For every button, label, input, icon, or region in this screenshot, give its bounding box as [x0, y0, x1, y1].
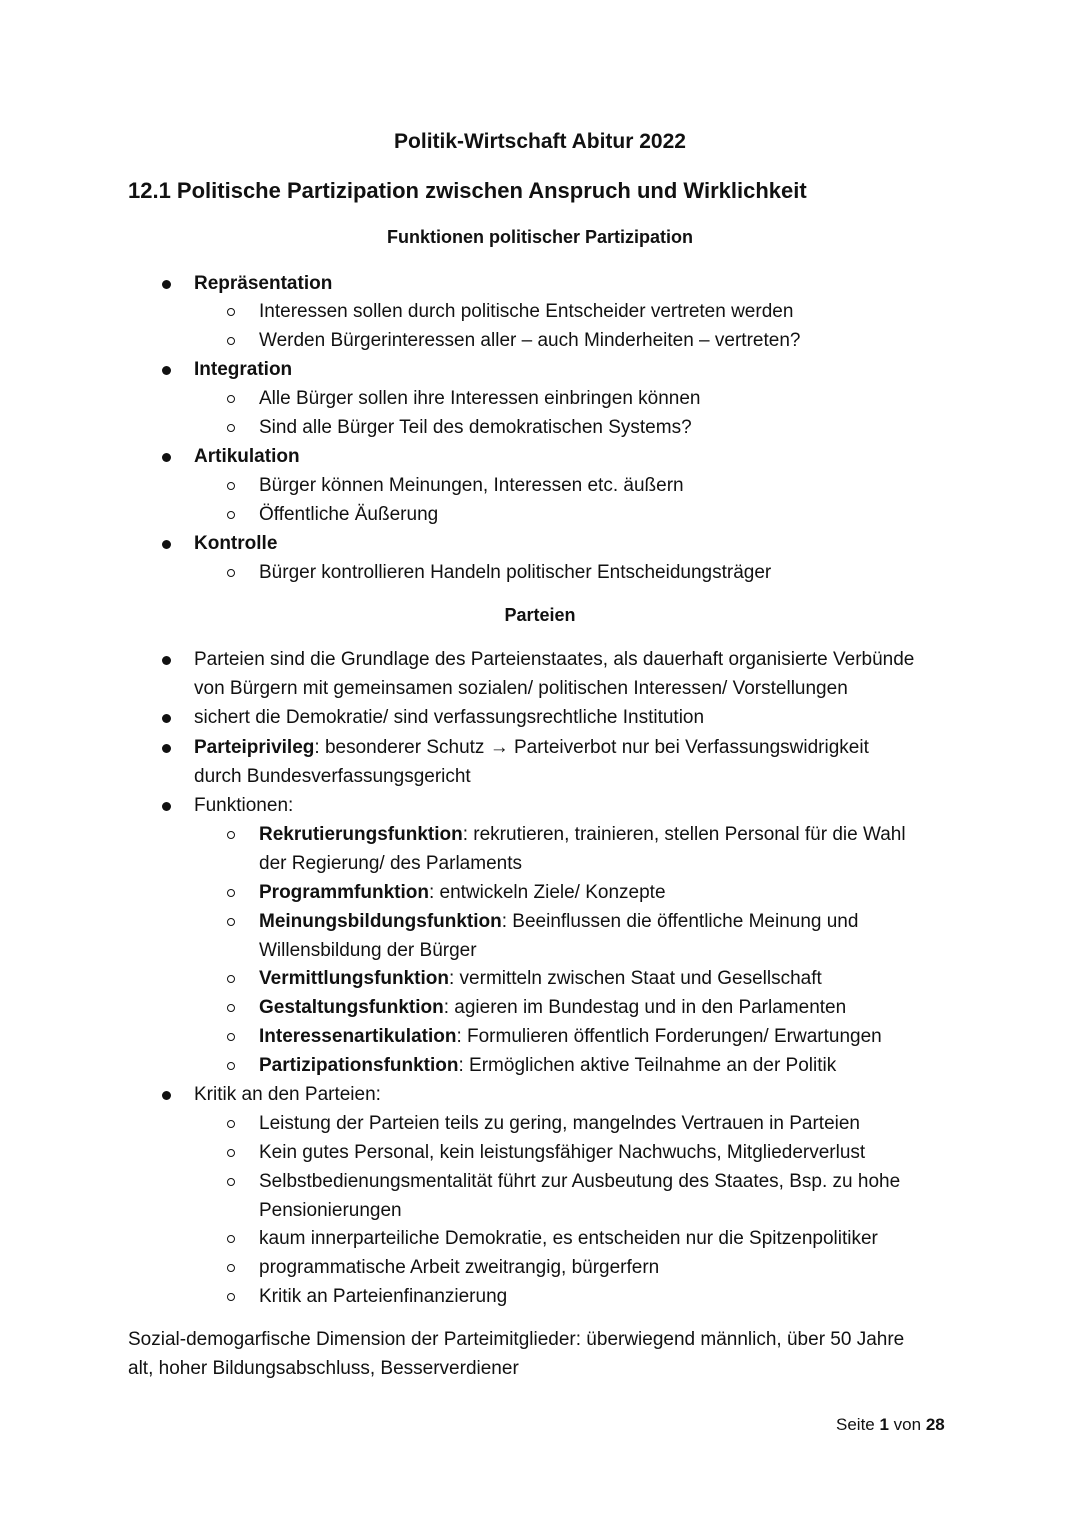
circle-bullet-icon	[227, 975, 235, 983]
parteiprivileg-line	[194, 733, 869, 762]
page-separator: von	[888, 1415, 926, 1434]
section-heading-parteien: Parteien	[504, 605, 576, 625]
function-term: Programmfunktion	[259, 882, 429, 903]
sub-list-item: Bürger können Meinungen, Interessen etc. äußern	[259, 475, 684, 496]
list-item-kritik: Kritik an den Parteien:	[194, 1084, 381, 1105]
circle-bullet-icon	[227, 831, 235, 839]
circle-bullet-icon	[227, 511, 235, 519]
circle-bullet-icon	[227, 308, 235, 316]
circle-bullet-icon	[227, 1120, 235, 1128]
function-term: Gestaltungsfunktion	[259, 997, 444, 1018]
function-text: : vermitteln zwischen Staat und Gesellschaft	[449, 968, 822, 989]
sub-list-item: Sind alle Bürger Teil des demokratischen Systems?	[259, 417, 692, 438]
function-term: Meinungsbildungsfunktion	[259, 911, 502, 932]
bullet-icon	[162, 656, 171, 665]
function-item	[259, 964, 822, 993]
list-item-funktionen: Funktionen:	[194, 795, 294, 816]
circle-bullet-icon	[227, 1178, 235, 1186]
function-item	[259, 878, 666, 907]
critique-item: kaum innerparteiliche Demokratie, es entscheiden nur die Spitzenpolitiker	[259, 1228, 878, 1249]
circle-bullet-icon	[227, 1062, 235, 1070]
circle-bullet-icon	[227, 918, 235, 926]
critique-item: Kritik an Parteienfinanzierung	[259, 1286, 508, 1307]
closing-paragraph-line: Sozial-demogarfische Dimension der Parteimitglieder: überwiegend männlich, über 50 Jahre	[128, 1329, 905, 1350]
function-item-continuation: der Regierung/ des Parlaments	[259, 853, 522, 874]
sub-list-item: Alle Bürger sollen ihre Interessen einbringen können	[259, 388, 701, 409]
circle-bullet-icon	[227, 424, 235, 432]
function-term: Partizipationsfunktion	[259, 1055, 459, 1076]
total-pages: 28	[925, 1415, 945, 1434]
sub-list-item: Werden Bürgerinteressen aller – auch Minderheiten – vertreten?	[259, 330, 801, 351]
document-title: Politik-Wirtschaft Abitur 2022	[394, 130, 686, 153]
function-text: : Beeinflussen die öffentliche Meinung und	[501, 911, 859, 932]
circle-bullet-icon	[227, 569, 235, 577]
page-label: Seite	[836, 1415, 880, 1434]
term-parteiprivileg: Parteiprivileg	[194, 737, 315, 758]
function-term: Vermittlungsfunktion	[259, 968, 449, 989]
circle-bullet-icon	[227, 1235, 235, 1243]
circle-bullet-icon	[227, 1033, 235, 1041]
paragraph-line: Parteien sind die Grundlage des Parteienstaates, als dauerhaft organisierte Verbünde	[194, 649, 915, 670]
list-item-kontrolle: Kontrolle	[194, 533, 278, 554]
closing-paragraph-line: alt, hoher Bildungsabschluss, Besserverdiener	[128, 1358, 519, 1379]
circle-bullet-icon	[227, 337, 235, 345]
circle-bullet-icon	[227, 1293, 235, 1301]
bullet-icon	[162, 744, 171, 753]
bullet-icon	[162, 714, 171, 723]
critique-item: programmatische Arbeit zweitrangig, bürgerfern	[259, 1257, 660, 1278]
critique-item-continuation: Pensionierungen	[259, 1200, 402, 1221]
bullet-icon	[162, 366, 171, 375]
circle-bullet-icon	[227, 482, 235, 490]
list-item-artikulation: Artikulation	[194, 446, 300, 467]
paragraph-line: durch Bundesverfassungsgericht	[194, 766, 471, 787]
bullet-icon	[162, 802, 171, 811]
circle-bullet-icon	[227, 1264, 235, 1272]
function-text: : Ermöglichen aktive Teilnahme an der Politik	[458, 1055, 837, 1076]
critique-item: Kein gutes Personal, kein leistungsfähiger Nachwuchs, Mitgliederverlust	[259, 1142, 866, 1163]
function-term: Interessenartikulation	[259, 1026, 457, 1047]
function-item-continuation: Willensbildung der Bürger	[259, 940, 477, 961]
function-item	[259, 907, 858, 936]
function-text: : agieren im Bundestag und in den Parlamenten	[443, 997, 847, 1018]
circle-bullet-icon	[227, 1004, 235, 1012]
circle-bullet-icon	[227, 889, 235, 897]
bullet-icon	[162, 280, 171, 289]
paragraph-line: sichert die Demokratie/ sind verfassungsrechtliche Institution	[194, 707, 705, 728]
section-heading-funktionen: Funktionen politischer Partizipation	[386, 227, 694, 247]
term-description: : besonderer Schutz → Parteiverbot nur bei Verfassungswidrigkeit	[314, 737, 869, 758]
sub-list-item: Öffentliche Äußerung	[259, 504, 439, 525]
chapter-heading: 12.1 Politische Partizipation zwischen Anspruch und Wirklichkeit	[128, 178, 807, 203]
function-text: : entwickeln Ziele/ Konzepte	[428, 882, 666, 903]
function-item	[259, 1051, 836, 1080]
sub-list-item: Bürger kontrollieren Handeln politischer Entscheidungsträger	[259, 562, 772, 583]
critique-item: Leistung der Parteien teils zu gering, mangelndes Vertrauen in Parteien	[259, 1113, 860, 1134]
circle-bullet-icon	[227, 395, 235, 403]
current-page: 1	[879, 1415, 889, 1434]
paragraph-line: von Bürgern mit gemeinsamen sozialen/ politischen Interessen/ Vorstellungen	[194, 678, 848, 699]
list-item-integration: Integration	[194, 359, 293, 380]
bullet-icon	[162, 540, 171, 549]
function-item	[259, 1022, 882, 1051]
function-text: : Formulieren öffentlich Forderungen/ Erwartungen	[456, 1026, 882, 1047]
critique-item: Selbstbedienungsmentalität führt zur Ausbeutung des Staates, Bsp. zu hohe	[259, 1171, 901, 1192]
function-item	[259, 993, 846, 1022]
bullet-icon	[162, 453, 171, 462]
circle-bullet-icon	[227, 1149, 235, 1157]
list-item-repraesentation: Repräsentation	[194, 273, 333, 294]
sub-list-item: Interessen sollen durch politische Entscheider vertreten werden	[259, 301, 794, 322]
function-term: Rekrutierungsfunktion	[259, 824, 463, 845]
function-text: : rekrutieren, trainieren, stellen Personal für die Wahl	[462, 824, 906, 845]
function-item	[259, 820, 906, 849]
page-number	[836, 1415, 945, 1435]
bullet-icon	[162, 1091, 171, 1100]
